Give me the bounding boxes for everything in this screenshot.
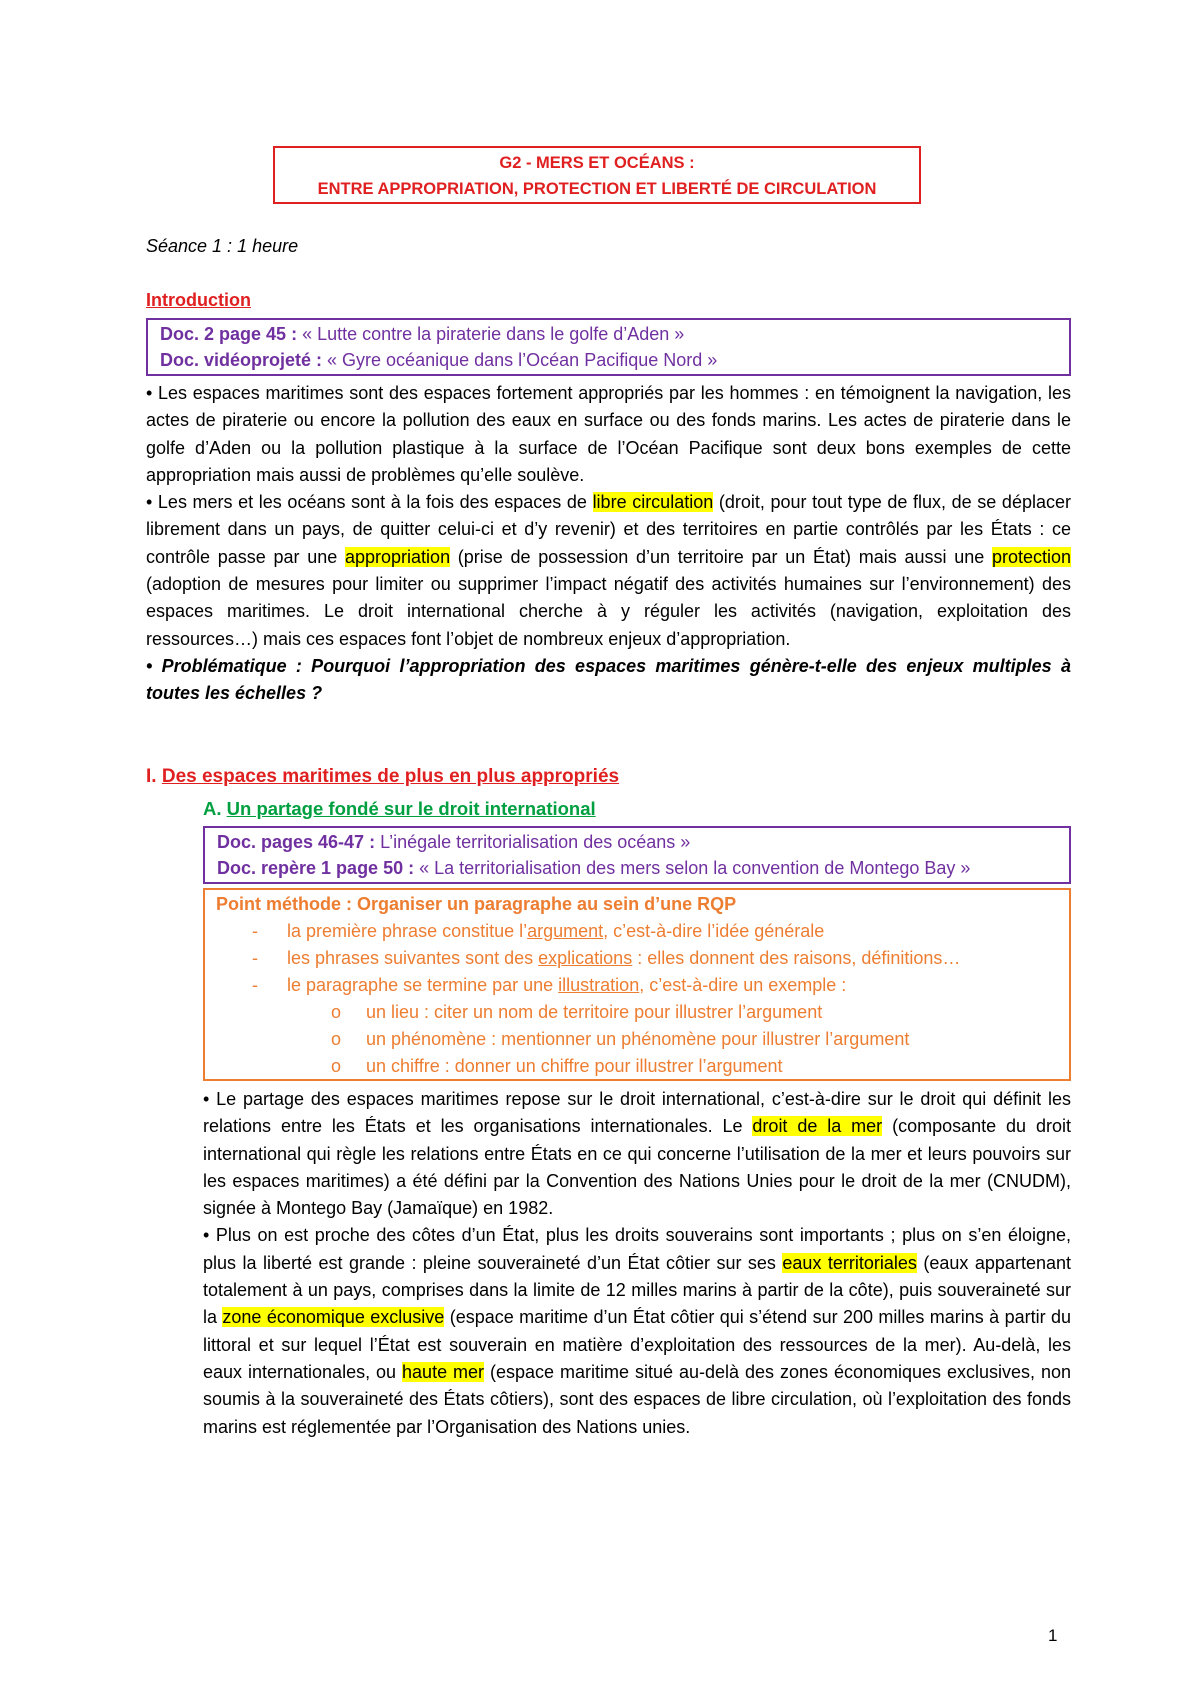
doc-label: Doc. 2 page 45 bbox=[160, 324, 287, 344]
highlight-term: eaux territoriales bbox=[782, 1252, 917, 1273]
doc-reference: Doc. 2 page 45 : « Lutte contre la piraterie dans le golfe d’Aden » bbox=[160, 324, 685, 344]
doc-reference: Doc. repère 1 page 50 : « La territorialisation des mers selon la convention de Montego Bay » bbox=[217, 858, 971, 878]
title-box bbox=[273, 146, 921, 204]
section-number: I. bbox=[146, 766, 157, 787]
method-item: - les phrases suivantes sont des explications : elles donnent des raisons, définitions… bbox=[252, 948, 961, 968]
section-1-heading bbox=[146, 764, 619, 790]
intro-paragraph-2: • Les mers et les océans sont à la fois des espaces de libre circulation (droit, pour tout type de flux, de se déplacer librement dans un pays, de quitter celui-ci et d’y revenir) et des territoires en partie contrôlés par les États : ce contrôle passe par une appropriation (prise de possession d’un territoire par un État) mais aussi une protection (adoption de mesures pour limiter ou supprimer l’impact négatif des activités humaines sur l’environnement) des espaces maritimes. Le droit international cherche à y réguler les activités (navigation, exploitation des ressources…) mais ces espaces font l’objet de nombreux enjeux d’appropriation. bbox=[146, 492, 1072, 649]
method-keyword: explications bbox=[538, 948, 633, 968]
introduction-body bbox=[146, 380, 1071, 708]
doc-title: « Gyre océanique dans l’Océan Pacifique Nord » bbox=[327, 350, 718, 370]
highlight-term: haute mer bbox=[402, 1361, 485, 1382]
page-number: 1 bbox=[1048, 1626, 1058, 1645]
highlight-term: appropriation bbox=[345, 546, 451, 567]
subsection-a-heading bbox=[203, 796, 596, 822]
doc-reference: Doc. pages 46-47 : L’inégale territorialisation des océans » bbox=[217, 832, 691, 852]
section-a-paragraph-2: • Plus on est proche des côtes d’un État, plus les droits souverains sont importants ; plus on s’en éloigne, plus la liberté est grande : pleine souveraineté d’un État côtier sur ses eaux territoriales (eaux appartenant totalement à un pays, comprises dans la limite de 12 milles marins à partir de la côte), puis souveraineté sur la zone économique exclusive (espace maritime d’un État côtier qui s’étend sur 200 milles marins à partir du littoral et sur lequel l’État est souverain en matière d’exploitation des ressources de la mer). Au-delà, les eaux internationales, ou haute mer (espace maritime situé au-delà des zones économiques exclusives, non soumis à la souveraineté des États côtiers), sont des espaces de libre circulation, où l’exploitation des fonds marins est réglementée par l’Organisation des Nations unies. bbox=[203, 1225, 1072, 1437]
intro-paragraph-1: • Les espaces maritimes sont des espaces fortement appropriés par les hommes : en témoignent la navigation, les actes de piraterie ou encore la pollution des eaux en surface ou des fonds marins. Les actes de piraterie dans le golfe d’Aden ou la pollution plastique à la surface de l’Océan Pacifique sont deux bons exemples de cette appropriation mais aussi de problèmes qu’elle soulève. bbox=[146, 383, 1071, 485]
intro-documents-box bbox=[146, 318, 1071, 376]
section-a-paragraph-1: • Le partage des espaces maritimes repose sur le droit international, c’est-à-dire sur le droit qui définit les relations entre les États et les organisations internationales. Le droit de la mer (composante du droit international qui règle les relations entre États en ce qui concerne l’utilisation de la mer et leurs pouvoirs sur les espaces maritimes) a été défini par la Convention des Nations Unies pour le droit de la mer (CNUDM), signée à Montego Bay (Jamaïque) en 1982. bbox=[203, 1089, 1071, 1219]
highlight-term: libre circulation bbox=[592, 492, 714, 513]
highlight-term: zone économique exclusive bbox=[222, 1307, 445, 1328]
doc-label: Doc. pages 46-47 bbox=[217, 832, 365, 852]
title-line-2: ENTRE APPROPRIATION, PROTECTION ET LIBERTÉ DE CIRCULATION bbox=[317, 180, 877, 198]
method-keyword: argument bbox=[527, 921, 604, 941]
subsection-letter: A. bbox=[203, 798, 222, 819]
doc-title: L’inégale territorialisation des océans » bbox=[380, 832, 691, 852]
session-duration: Séance 1 : 1 heure bbox=[146, 236, 299, 256]
method-title: Point méthode : Organiser un paragraphe au sein d’une RQP bbox=[216, 894, 737, 914]
highlight-term: protection bbox=[991, 546, 1072, 567]
method-item: - la première phrase constitue l’argument, c’est-à-dire l’idée générale bbox=[252, 921, 825, 941]
method-subitem: o un chiffre : donner un chiffre pour illustrer l’argument bbox=[331, 1056, 783, 1076]
subsection-title: Un partage fondé sur le droit international bbox=[226, 798, 596, 819]
method-keyword: illustration bbox=[558, 975, 640, 995]
introduction-heading: Introduction bbox=[146, 290, 251, 310]
doc-label: Doc. vidéoprojeté bbox=[160, 350, 312, 370]
title-line-1: G2 - MERS ET OCÉANS : bbox=[499, 154, 695, 172]
section-title: Des espaces maritimes de plus en plus appropriés bbox=[161, 766, 620, 787]
doc-title: « Lutte contre la piraterie dans le golfe d’Aden » bbox=[302, 324, 685, 344]
doc-label: Doc. repère 1 page 50 bbox=[217, 858, 404, 878]
method-item: - le paragraphe se termine par une illustration, c’est-à-dire un exemple : bbox=[252, 975, 847, 995]
method-subitem: o un lieu : citer un nom de territoire pour illustrer l’argument bbox=[331, 1002, 823, 1022]
doc-title: « La territorialisation des mers selon la convention de Montego Bay » bbox=[419, 858, 971, 878]
section-a-documents-box bbox=[203, 826, 1071, 884]
problematique: • Problématique : Pourquoi l’appropriation des espaces maritimes génère-t-elle des enjeux multiples à toutes les échelles ? bbox=[146, 655, 1071, 704]
section-a-body bbox=[203, 1086, 1071, 1441]
method-subitem: o un phénomène : mentionner un phénomène pour illustrer l’argument bbox=[331, 1029, 910, 1049]
method-box bbox=[203, 888, 1071, 1081]
highlight-term: droit de la mer bbox=[752, 1116, 883, 1137]
doc-reference: Doc. vidéoprojeté : « Gyre océanique dans l’Océan Pacifique Nord » bbox=[160, 350, 718, 370]
